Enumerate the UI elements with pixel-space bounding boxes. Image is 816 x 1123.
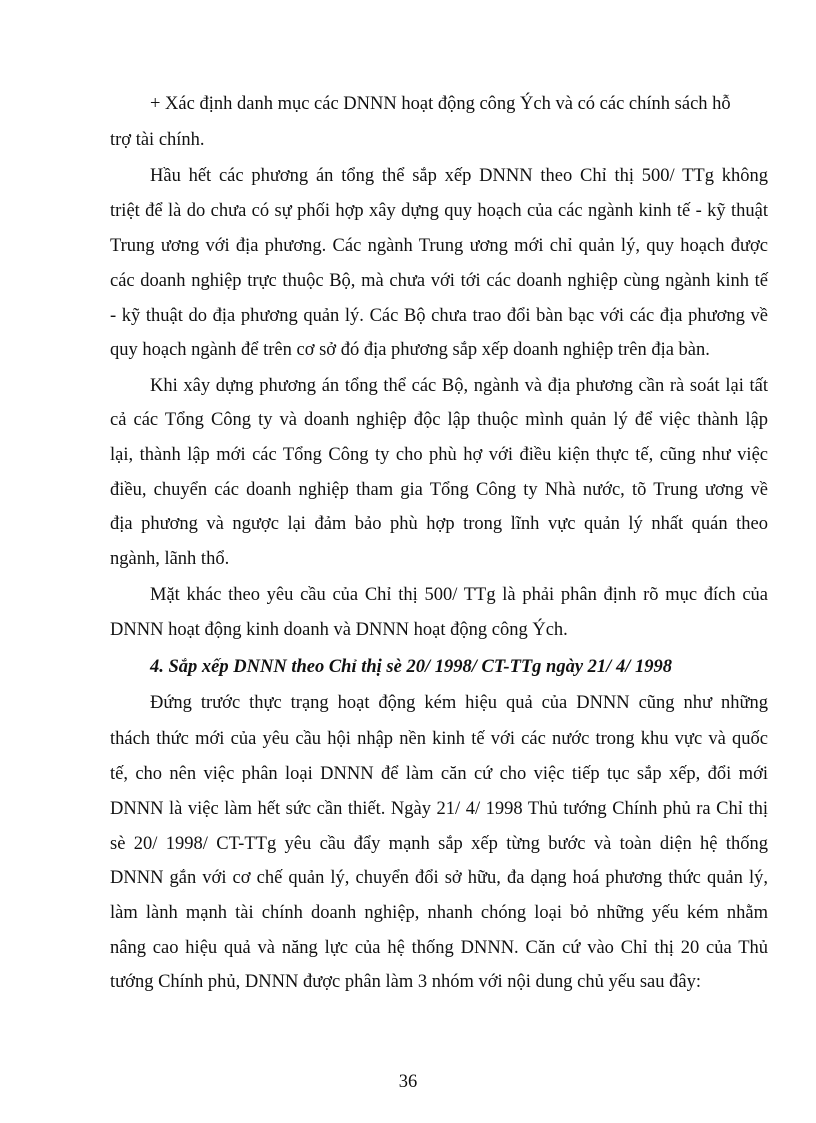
- paragraph-3-line-4: điều, chuyển các doanh nghiệp tham gia Tổng Công ty Nhà nước, tõ Trung ương về: [110, 480, 768, 500]
- page-number: 36: [398, 1072, 418, 1092]
- paragraph-3-line-6: ngành, lãnh thổ.: [110, 549, 230, 569]
- paragraph-5-line-9: tướng Chính phủ, DNNN được phân làm 3 nhóm với nội dung chủ yếu sau đây:: [110, 972, 701, 992]
- paragraph-2-line-5: - kỹ thuật do địa phương quản lý. Các Bộ chưa trao đổi bàn bạc với các địa phương về: [110, 306, 768, 326]
- paragraph-5-line-2: thách thức mới của yêu cầu hội nhập nền kinh tế với các nước trong khu vực và quốc: [110, 729, 768, 749]
- paragraph-5-line-4: DNNN là việc làm hết sức cần thiết. Ngày 21/ 4/ 1998 Thủ tướng Chính phủ ra Chỉ thị: [110, 799, 768, 819]
- paragraph-2-line-4: các doanh nghiệp trực thuộc Bộ, mà chưa với tới các doanh nghiệp cùng ngành kinh tế: [110, 271, 768, 291]
- paragraph-5-line-8: nâng cao hiệu quả và năng lực của hệ thống DNNN. Căn cứ vào Chỉ thị 20 của Thủ: [110, 938, 768, 958]
- paragraph-5-line-3: tế, cho nên việc phân loại DNNN để làm căn cứ cho việc tiếp tục sắp xếp, đổi mới: [110, 764, 768, 784]
- paragraph-5-line-7: làm lành mạnh tài chính doanh nghiệp, nhanh chóng loại bỏ những yếu kém nhằm: [110, 903, 768, 923]
- paragraph-1-line-2: trợ tài chính.: [110, 130, 205, 150]
- paragraph-3-line-3: lại, thành lập mới các Tổng Công ty cho phù hợ với điều kiện thực tế, cũng như việc: [110, 445, 768, 465]
- paragraph-5-line-1: Đứng trước thực trạng hoạt động kém hiệu quả của DNNN cũng như những: [150, 693, 768, 713]
- paragraph-5-line-5: sè 20/ 1998/ CT-TTg yêu cầu đẩy mạnh sắp xếp từng bước và toàn diện hệ thống: [110, 834, 768, 854]
- paragraph-3-line-1: Khi xây dựng phương án tổng thể các Bộ, ngành và địa phương cần rà soát lại tất: [150, 376, 768, 396]
- paragraph-1-line-1: + Xác định danh mục các DNNN hoạt động công Ých và có các chính sách hỗ: [150, 94, 731, 114]
- paragraph-5-line-6: DNNN gắn với cơ chế quản lý, chuyển đổi sở hữu, đa dạng hoá phương thức quản lý,: [110, 868, 768, 888]
- paragraph-2-line-2: triệt để là do chưa có sự phối hợp xây dựng quy hoạch của các ngành kinh tế - kỹ thuật: [110, 201, 768, 221]
- paragraph-3-line-5: địa phương và ngược lại đảm bảo phù hợp trong lĩnh vực quản lý nhất quán theo: [110, 514, 768, 534]
- paragraph-2-line-6: quy hoạch ngành để trên cơ sở đó địa phương sắp xếp doanh nghiệp trên địa bàn.: [110, 340, 710, 360]
- paragraph-2-line-1: Hầu hết các phương án tổng thể sắp xếp DNNN theo Chỉ thị 500/ TTg không: [150, 166, 768, 186]
- paragraph-4-line-1: Mặt khác theo yêu cầu của Chỉ thị 500/ TTg là phải phân định rõ mục đích của: [150, 585, 768, 605]
- paragraph-2-line-3: Trung ương với địa phương. Các ngành Trung ương mới chỉ quản lý, quy hoạch được: [110, 236, 768, 256]
- paragraph-3-line-2: cả các Tổng Công ty và doanh nghiệp độc lập thuộc mình quản lý để việc thành lập: [110, 410, 768, 430]
- section-heading: 4. Sắp xếp DNNN theo Chỉ thị sè 20/ 1998/ CT-TTg ngày 21/ 4/ 1998: [150, 657, 672, 677]
- paragraph-4-line-2: DNNN hoạt động kinh doanh và DNNN hoạt động công Ých.: [110, 620, 568, 640]
